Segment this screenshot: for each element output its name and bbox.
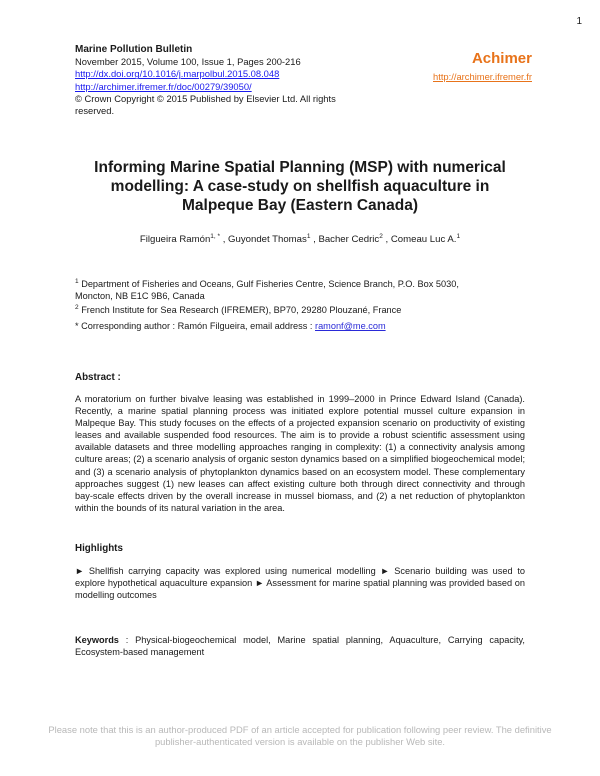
- corresponding-label: * Corresponding author : Ramón Filgueira, email address :: [75, 321, 316, 331]
- abstract-text: A moratorium on further bivalve leasing was established in 1999–2000 in Prince Edward Island (Canada). Recently, a marine spatial planning process was initiated explore potential mussel culture expansion in Malpeque Bay. This study focuses on the effects of a projected expansion scenario on productivity of existing leases and available suspended food resources. The aim is to provide a robust scientific assessment using available datasets and three modelling approaches ranging in complexity: (1) a connectivity analysis among culture areas; (2) a scenario analysis of organic seston dynamics based on a simplified biogeochemical model; and (3) a scenario analysis of phytoplankton dynamics based on an ecosystem model. These complementary approaches suggest (1) new leases can affect existing culture both through direct connectivity and through bay-scale effects driven by the overall increase in mussel biomass, and (2) a net reduction of phytoplankton within the bounds of its natural variation in the area.: [75, 394, 525, 513]
- footer-line-2: publisher-authenticated version is available on the publisher Web site.: [154, 736, 446, 748]
- title-line-2: modelling: A case-study on shellfish aquaculture in: [110, 178, 490, 195]
- author-name: Comeau Luc A.: [390, 234, 457, 246]
- author-sep: ,: [382, 234, 391, 246]
- highlights-text: ► Shellfish carrying capacity was explored using numerical modelling ► Scenario building was used to explore hypothetical aquaculture expansion ► Assessment for marine spatial planning was provided based on modelling outcomes: [75, 566, 525, 601]
- achimer-logo: Achimer: [471, 50, 532, 67]
- author-affil: 1, *: [210, 233, 221, 240]
- affil-number: 2: [75, 304, 79, 312]
- achimer-link[interactable]: http://archimer.ifremer.fr: [433, 71, 532, 82]
- brand-block: [433, 50, 532, 85]
- email-link[interactable]: ramonf@me.com: [315, 321, 386, 331]
- keywords: [75, 634, 525, 658]
- paper-title: [75, 158, 525, 215]
- keywords-text: : Physical-biogeochemical model, Marine spatial planning, Aquaculture, Carrying capacity, Ecosystem-based management: [75, 635, 525, 658]
- abstract-heading: Abstract :: [75, 372, 121, 383]
- footer-line-1: Please note that this is an author-produced PDF of an article accepted for publication following peer review. The definitive: [48, 724, 552, 735]
- copyright-line-2: reserved.: [75, 105, 115, 117]
- doi-link[interactable]: http://dx.doi.org/10.1016/j.marpolbul.2015.08.048: [75, 68, 280, 80]
- author-list: [75, 233, 525, 245]
- affil-2-line-1: French Institute for Sea Research (IFREMER), BP70, 29280 Plouzané, France: [81, 305, 402, 316]
- affil-number: 1: [75, 278, 79, 285]
- page-number: 1: [576, 16, 582, 27]
- affil-1-line-1: Department of Fisheries and Oceans, Gulf Fisheries Centre, Science Branch, P.O. Box 5030,: [81, 279, 459, 290]
- title-line-3: Malpeque Bay (Eastern Canada): [181, 197, 418, 214]
- highlights-heading: Highlights: [75, 543, 123, 554]
- citation-header: [75, 44, 375, 117]
- title-line-1: Informing Marine Spatial Planning (MSP) with numerical: [94, 159, 506, 176]
- journal-name: Marine Pollution Bulletin: [75, 44, 193, 55]
- author-name: Filgueira Ramón: [139, 234, 211, 246]
- author-name: Guyondet Thomas: [228, 234, 307, 246]
- affiliations: [75, 276, 535, 316]
- archive-link[interactable]: http://archimer.ifremer.fr/doc/00279/39050/: [75, 80, 252, 92]
- affil-1-line-2: Moncton, NB E1C 9B6, Canada: [75, 291, 205, 302]
- keywords-label: Keywords: [75, 635, 119, 645]
- author-sep: ,: [220, 234, 229, 246]
- author-affil: 1: [306, 233, 311, 240]
- author-affil: 2: [379, 233, 383, 240]
- author-name: Bacher Cedric: [318, 234, 380, 246]
- citation-line: November 2015, Volume 100, Issue 1, Pages 200-216: [75, 56, 301, 68]
- corresponding-author: [75, 321, 386, 331]
- author-affil: 1: [456, 233, 461, 240]
- copyright-line: © Crown Copyright © 2015 Published by Elsevier Ltd. All rights: [75, 92, 336, 104]
- author-sep: ,: [310, 234, 319, 246]
- footer-note: [20, 724, 580, 749]
